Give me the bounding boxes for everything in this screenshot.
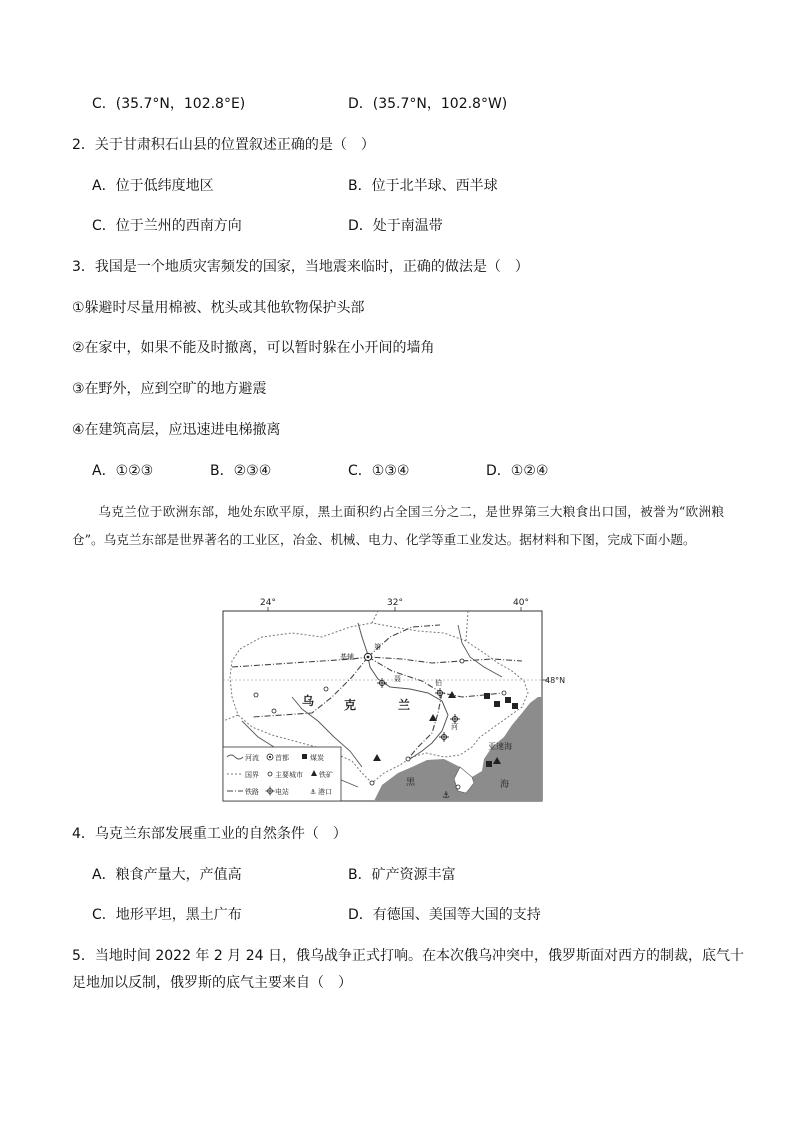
q3-option-c: C．①③④: [348, 463, 410, 479]
river-label-1: 第: [374, 643, 381, 651]
legend-capital: 首都: [275, 754, 289, 762]
country-label-2: 克: [344, 698, 357, 712]
legend-port-icon: ⚓: [310, 788, 317, 796]
q1-option-c: C．(35.7°N，102.8°E): [92, 96, 246, 112]
legend-coal: 煤炭: [310, 754, 324, 762]
legend-river: 河流: [245, 754, 259, 762]
river-label-4: 河: [451, 723, 458, 731]
q2-option-c: C．位于兰州的西南方向: [92, 218, 242, 234]
legend-iron: 铁矿: [319, 771, 333, 779]
city-marker: [272, 709, 276, 713]
river-label-3: 伯: [435, 679, 442, 687]
legend-port: 港口: [318, 788, 332, 796]
city-marker: [254, 693, 258, 697]
q4-option-a: A．粮食产量大，产值高: [92, 867, 242, 883]
river-label-2: 聂: [394, 675, 401, 683]
coal-marker: [512, 703, 518, 709]
q5-stem-line2: 足地加以反制，俄罗斯的底气主要来自（ ）: [72, 975, 352, 991]
q4-option-c: C．地形平坦，黑土广布: [92, 907, 242, 923]
lon-label-32: 32°: [387, 598, 403, 608]
reading-passage: [72, 498, 724, 554]
q3-statement-2: ②在家中，如果不能及时撤离，可以暂时躲在小开间的墙角: [72, 340, 435, 356]
q3-option-d: D．①②④: [486, 463, 549, 479]
sea-label-black-1: 黑: [406, 778, 416, 788]
country-label-1: 乌: [302, 694, 315, 708]
q4-option-b: B．矿产资源丰富: [348, 867, 456, 883]
q1-option-d: D．(35.7°N，102.8°W): [348, 96, 508, 112]
country-label-3: 兰: [398, 698, 411, 712]
coal-marker: [484, 693, 490, 699]
city-marker: [406, 757, 410, 761]
q4-option-d: D．有德国、美国等大国的支持: [348, 907, 541, 923]
city-marker: [460, 659, 464, 663]
q4-stem: 4．乌克兰东部发展重工业的自然条件（ ）: [72, 826, 347, 842]
sea-label-azov: 亚速海: [488, 742, 512, 751]
city-marker: [456, 785, 460, 789]
city-marker: [370, 781, 374, 785]
q5-stem-line1: 5．当地时间 2022 年 2 月 24 日，俄乌战争正式打响。在本次俄乌冲突中，俄罗斯面对西方的制裁，底气十: [72, 948, 744, 964]
lat-label-48: 48°N: [545, 676, 566, 685]
legend-border: 国界: [245, 771, 259, 779]
q3-option-a: A．①②③: [92, 463, 154, 479]
legend-railway: 铁路: [245, 788, 259, 796]
coal-marker: [494, 701, 500, 707]
q2-option-d: D．处于南温带: [348, 218, 443, 234]
port-icon: ⚓: [442, 791, 451, 801]
city-label-kyiv: 基辅: [340, 653, 354, 661]
q2-option-a: A．位于低纬度地区: [92, 178, 214, 194]
lon-label-40: 40°: [513, 598, 529, 608]
coal-marker: [505, 697, 511, 703]
passage-text: 乌克兰位于欧洲东部，地处东欧平原，黑土面积约占全国三分之二，是世界第三大粮食出口国，被誉为“欧洲粮仓”。乌克兰东部是世界著名的工业区，冶金、机械、电力、化学等重工业发达。据材料和下图，完成下面小题。: [72, 504, 724, 547]
coal-marker: [486, 761, 492, 767]
city-marker: [324, 687, 328, 691]
q3-statement-3: ③在野外，应到空旷的地方避震: [72, 381, 267, 397]
lon-label-24: 24°: [260, 598, 276, 608]
q2-stem: 2．关于甘肃积石山县的位置叙述正确的是（ ）: [72, 137, 375, 153]
ukraine-map: [222, 597, 566, 803]
city-marker: [502, 691, 506, 695]
legend-city: 主要城市: [275, 771, 303, 779]
q2-option-b: B．位于北半球、西半球: [348, 178, 498, 194]
q3-stem: 3．我国是一个地质灾害频发的国家，当地震来临时，正确的做法是（ ）: [72, 259, 529, 275]
q3-option-b: B．②③④: [210, 463, 272, 479]
q3-statement-4: ④在建筑高层，应迅速进电梯撤离: [72, 422, 281, 438]
sea-label-black-2: 海: [500, 780, 510, 790]
legend-power: 电站: [275, 788, 289, 796]
q3-statement-1: ①躲避时尽量用棉被、枕头或其他软物保护头部: [72, 300, 365, 316]
